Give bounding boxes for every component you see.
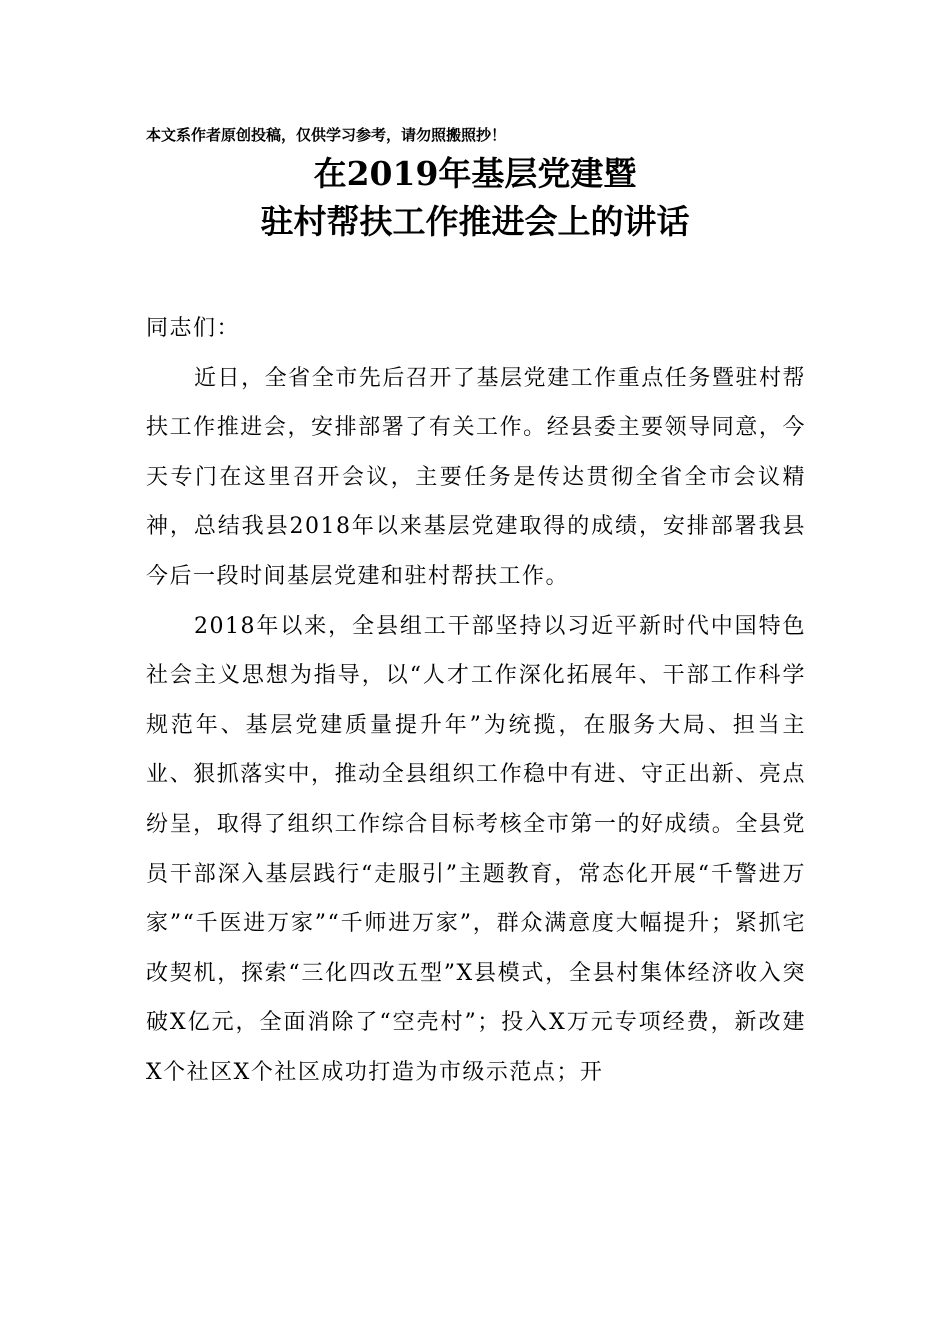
copyright-notice: 本文系作者原创投稿，仅供学习参考，请勿照搬照抄！ (146, 126, 507, 144)
document-body (146, 304, 806, 1098)
salutation: 同志们： (146, 316, 241, 341)
paragraph: 2018年以来，全县组工干部坚持以习近平新时代中国特色社会主义思想为指导，以“人才工作深化拓展年、干部工作科学规范年、基层党建质量提升年”为统揽，在服务大局、担当主业、狠抓落实中，推动全县组织工作稳中有进、守正出新、亮点纷呈，取得了组织工作综合目标考核全市第一的好成绩。全县党员干部深入基层践行“走服引”主题教育，常态化开展“千警进万家”“千医进万家”“千师进万家”，群众满意度大幅提升；紧抓宅改契机，探索“三化四改五型”X县模式，全县村集体经济收入突破X亿元，全面消除了“空壳村”；投入X万元专项经费，新改建X个社区X个社区成功打造为市级示范点；开 (146, 613, 806, 1085)
document-title-line-2: 驻村帮扶工作推进会上的讲话 (260, 202, 690, 241)
paragraph: 近日，全省全市先后召开了基层党建工作重点任务暨驻村帮扶工作推进会，安排部署了有关工作。经县委主要领导同意，今天专门在这里召开会议，主要任务是传达贯彻全省全市会议精神，总结我县2018年以来基层党建取得的成绩，安排部署我县今后一段时间基层党建和驻村帮扶工作。 (146, 365, 806, 589)
document-title-line-1: 在2019年基层党建暨 (313, 154, 637, 193)
